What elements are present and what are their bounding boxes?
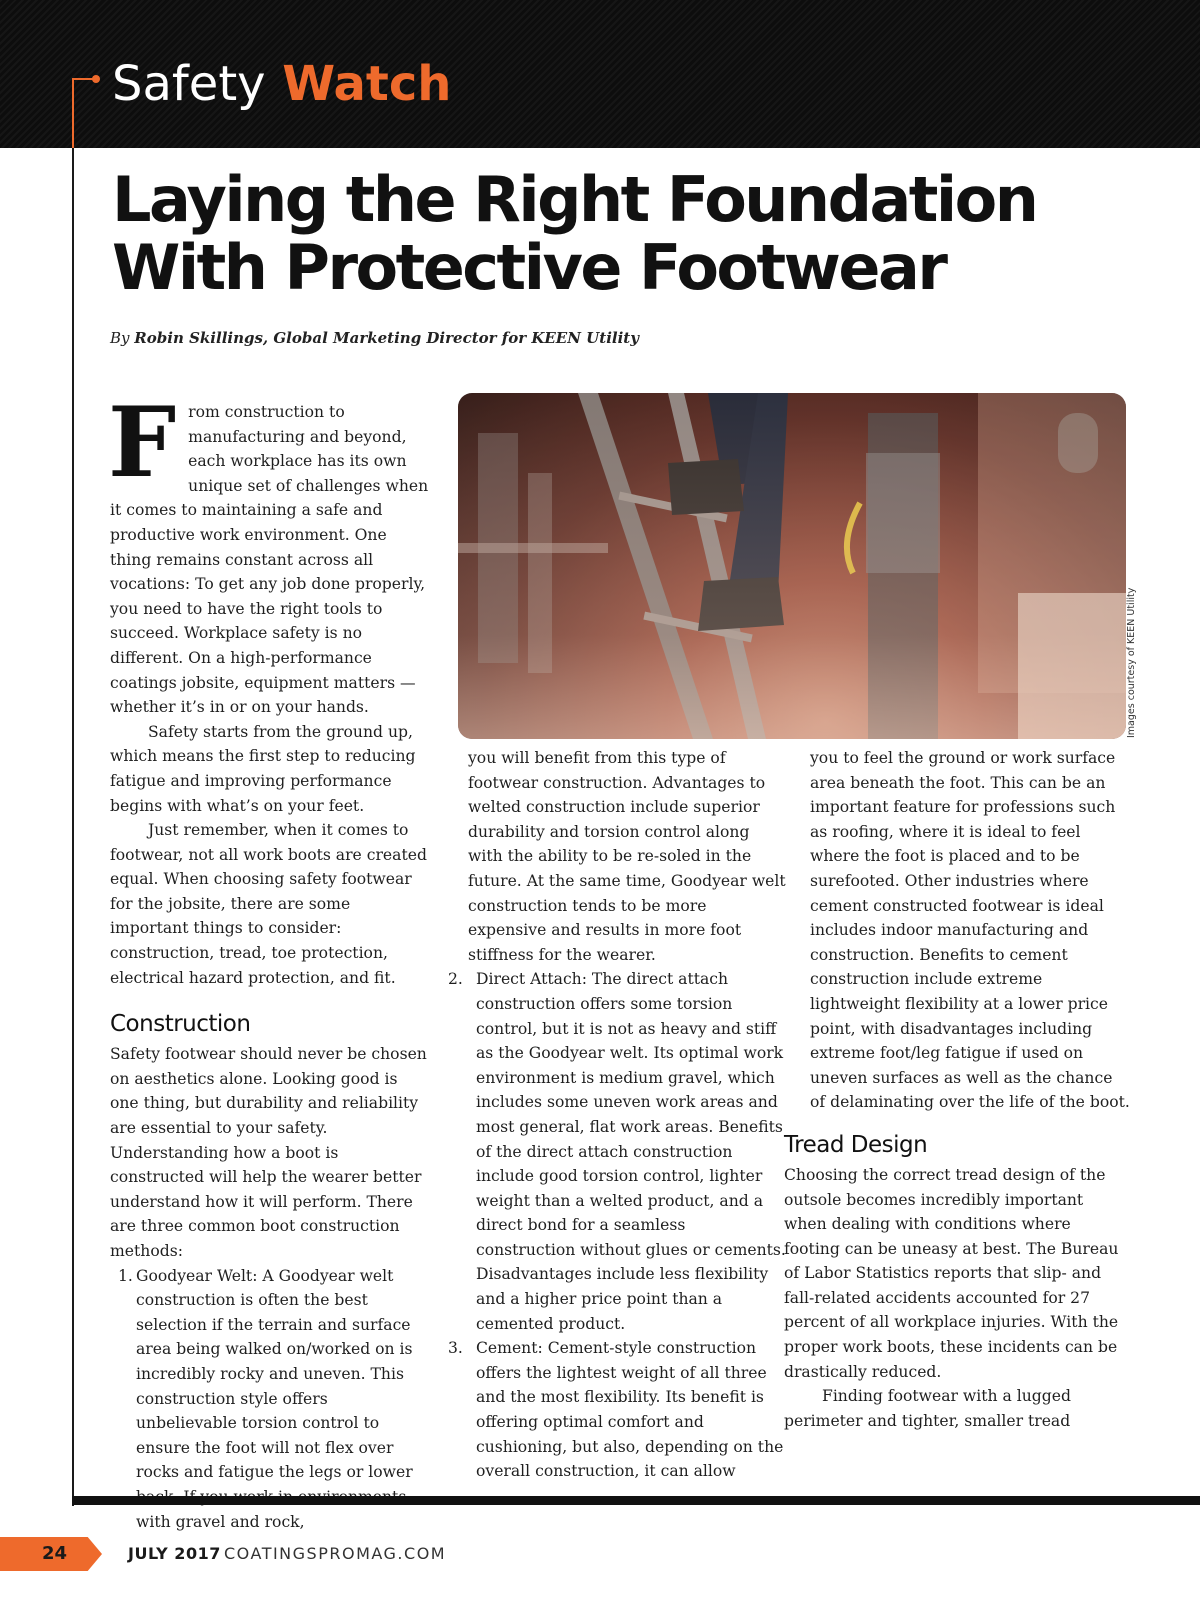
byline-prefix: By: [110, 329, 130, 347]
drop-cap: F: [108, 386, 177, 499]
article-headline: Laying the Right Foundation With Protective Footwear: [112, 163, 1037, 304]
list-item-continuation: you will benefit from this type of footwear construction. Advantages to welted construction include superior durability and torsion control along with the ability to be re-soled in the future. At the same time, Goodyear welt construction tends to be more expensive and results in more foot stiffness for the wearer.: [468, 749, 786, 964]
intro-text: rom construction to manufacturing and beyond, each workplace has its own unique set of challenges when it comes to maintaining a safe and productive work environment. One thing remains constant across all vocations: To get any job done properly, you need to have the right tools to succeed. Workplace safety is no different. On a high-performance coatings jobsite, equipment matters — whether it’s in or on your hands.: [110, 403, 429, 717]
tread-body: Choosing the correct tread design of the outsole becomes incredibly important when dealing with conditions where footing can be uneasy at best. The Bureau of Labor Statistics reports that slip- and fall-related accidents accounted for 27 percent of all workplace injuries. With the proper work boots, these incidents can be drastically reduced.: [784, 1165, 1119, 1381]
section-title-word2: Watch: [282, 56, 452, 112]
construction-body: Safety footwear should never be chosen on aesthetics alone. Looking good is one thing, but durability and reliability are essential to your safety. Understanding how a boot is constructed will help the wearer better understand how it will perform. There are three common boot construction methods:: [110, 1045, 427, 1260]
construction-heading: Construction: [110, 1011, 251, 1038]
list-item: [448, 1336, 788, 1484]
list-number: 1.: [118, 1266, 133, 1285]
footer-rule: [72, 1496, 1200, 1505]
list-item-text: Cement: Cement-style construction offers the lightest weight of all three and the most flexibility. Its benefit is offering optimal comfort and cushioning, but also, depending on the overall construction, it can allow: [476, 1339, 784, 1481]
photo-credit: Images courtesy of KEEN Utility: [1126, 587, 1137, 738]
intro-paragraph: [108, 386, 430, 720]
accent-rail-dot: [92, 75, 100, 83]
byline: [110, 329, 639, 347]
section-title-word1: Safety: [112, 56, 266, 112]
list-item-text: Goodyear Welt: A Goodyear welt construction is often the best selection if the terrain and surface area being walked on/worked on is incredibly rocky and uneven. This construction style offers unbelievable torsion control to ensure the foot will not flex over rocks and fatigue the legs or lower with gravel and rock,: [136, 1266, 413, 1531]
issue-date: JULY 2017: [128, 1544, 221, 1563]
byline-author: Robin Skillings, Global Marketing Director for KEEN Utility: [134, 329, 639, 347]
construction-methods-list: [110, 1264, 430, 1535]
list-item-text: Direct Attach: The direct attach construction offers some torsion control, but it is not as heavy and stiff as the Goodyear welt. Its optimal work environment is medium gravel, which includes some uneven work areas and most general, flat work areas. Benefits of the direct attach construction include good torsion control, lighter weight than a welted product, and a direct bond for a seamless construction without glues or cements. Disadvantages include less flexibility and a higher price point than a cemented product.: [476, 970, 786, 1333]
list-item-continuation: you to feel the ground or work surface area beneath the foot. This can be an important feature for professions such as roofing, where it is ideal to feel where the foot is placed and to be surefooted. Other industries where cement constructed footwear is ideal includes indoor manufacturing and construction. Benefits to cement construction include extreme lightweight flexibility at a lower price point, with disadvantages including extreme foot/leg fatigue if used on uneven surfaces as well as the chance of delaminating over the life of the boot.: [810, 749, 1130, 1112]
page-number: 24: [42, 1543, 68, 1564]
column-2: [448, 746, 788, 1484]
boots-on-ladder-illustration: [458, 393, 1126, 739]
paragraph: Safety starts from the ground up, which means the first step to reducing fatigue and improving performance begins with what’s on your feet.: [110, 722, 416, 815]
list-item: [448, 967, 788, 1336]
tread-paragraph: Finding footwear with a lugged perimeter and tighter, smaller tread: [784, 1387, 1071, 1430]
construction-methods-list-continued: [448, 967, 788, 1483]
publication-site: COATINGSPROMAG.COM: [224, 1544, 447, 1563]
section-banner: [0, 0, 1200, 148]
margin-rule: [72, 148, 74, 1506]
article-photo: [458, 393, 1126, 739]
tread-design-heading: Tread Design: [784, 1131, 928, 1158]
list-number: 2.: [448, 970, 463, 989]
section-title: [112, 52, 451, 116]
accent-rail: [72, 78, 74, 148]
list-item: [110, 1264, 430, 1535]
paragraph: Just remember, when it comes to footwear, not all work boots are created equal. When choosing safety footwear for the jobsite, there are some important things to consider: construction, tread, toe protection, electrical hazard protection, and fit.: [110, 821, 427, 987]
list-number: 3.: [448, 1339, 463, 1358]
column-3: [784, 746, 1130, 1433]
accent-rail-tick: [72, 78, 94, 80]
column-1: [108, 386, 430, 1534]
